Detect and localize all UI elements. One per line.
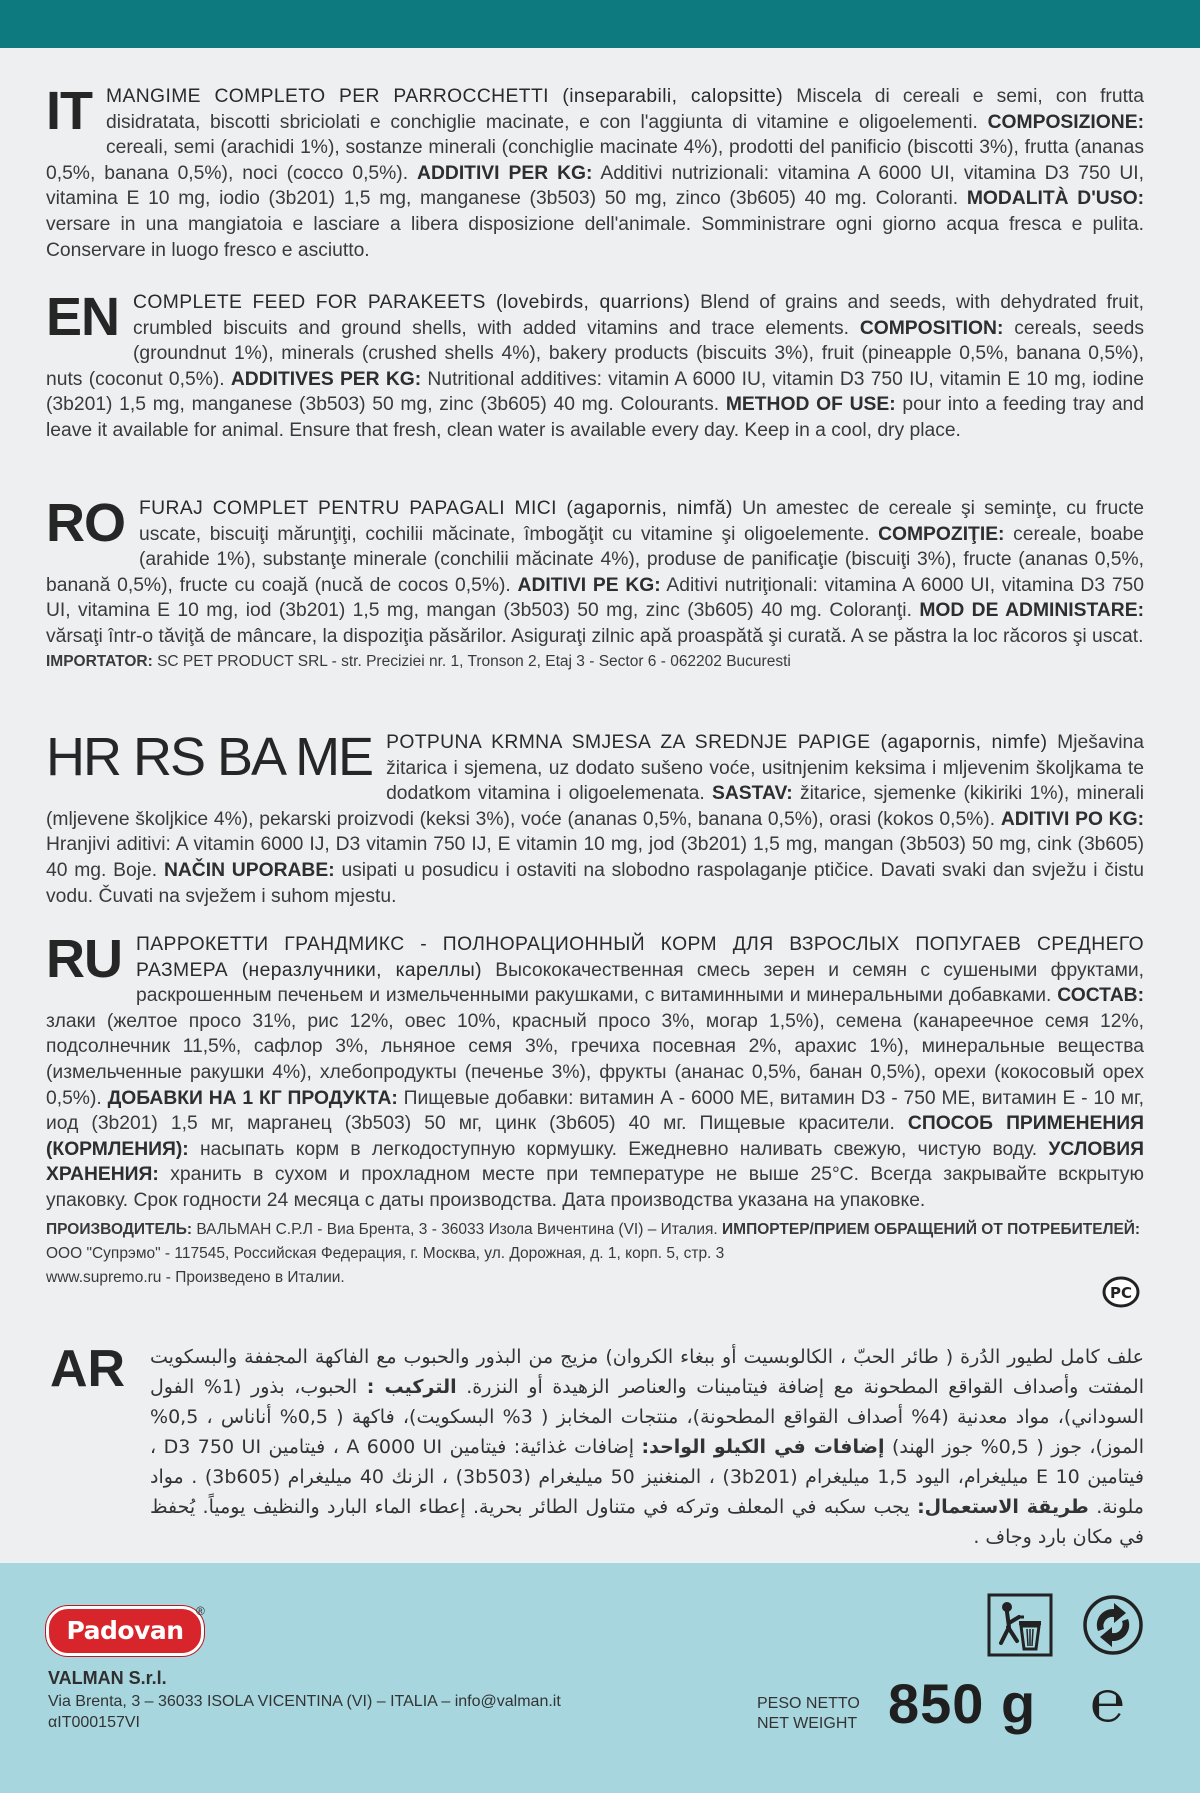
section-ru — [46, 929, 1144, 1290]
eac-certification-icon — [1102, 1276, 1140, 1308]
section-text: علف كامل لطيور الدُرة ( طائر الحبّ ، الكالوبسيت أو ببغاء الكروان) مزيج من البذور والحبوب مع الفاكهة المجففة والبسكويت المفتت وأصداف القواقع المطحونة مع إضافة فيتامينات والعناصر الزهيدة أو النزرة. التركيب : الحبوب، بذور (1% الفول السوداني)، مواد معدنية (4% أصداف القواقع المطحونة)، منتجات المخابز ( 3% البسكويت)، فاكهة ( 0,5% أناناس ، 0,5% الموز)، جوز ( 0,5% جوز الهند) إضافات في الكيلو الواحد: إضافات غذائية: فيتامين A 6000 UI ، فيتامين D3 750 UI ، فيتامين E 10 ميليغرام، اليود 1,5 ميليغرام (3b201) ، المنغنيز 50 ميليغرام (3b503) ، الزنك 40 ميليغرام (3b605) . مواد ملونة. طريقة الاستعمال: يجب سكبه في المعلف وتركه في متناول الطائر بحرية. إعطاء الماء البارد والنظيف يومياً. يُحفظ في مكان بارد وجاف . — [150, 1346, 1144, 1548]
net-weight-label: PESO NETTO NET WEIGHT — [757, 1695, 860, 1732]
section-hr-rs-ba-me — [46, 727, 1145, 909]
language-code: IT — [46, 81, 92, 141]
svg-text:PC: PC — [1109, 1284, 1133, 1302]
section-it — [46, 81, 1145, 263]
lot-code: αIT000157VI — [48, 1714, 140, 1731]
section-text: MANGIME COMPLETO PER PARROCCHETTI (inseparabili, calopsitte) Miscela di cereali e semi, con frutta disidratata, biscotti sbriciolati e conchiglie macinate, e con l'aggiunta di vitamine e oligoelementi. COMPOSIZIONE: cereali, semi (arachidi 1%), sostanze minerali (conchiglie macinate 4%), prodotti del panificio (biscotti 3%), frutta (ananas 0,5%, banana 0,5%), noci (cocco 0,5%). ADDITIVI PER KG: Additivi nutrizionali: vitamina A 6000 UI, vitamina D3 750 UI, vitamina E 10 mg, iodio (3b201) 1,5 mg, manganese (3b503) 50 mg, zinco (3b605) 40 mg. Coloranti. MODALITÀ D'USO: versare in una mangiatoia e lasciare a libera disposizione dell'animale. Somministrare ogni giorno acqua fresca e pulita. Conservare in luogo fresco e asciutto. — [46, 86, 1145, 261]
estimated-sign-icon: ℮ — [1090, 1669, 1125, 1734]
language-code: RU — [46, 929, 122, 989]
website-line: www.supremo.ru - Произведено в Италии. — [46, 1268, 345, 1286]
language-code: RO — [46, 493, 125, 553]
section-en — [46, 287, 1145, 444]
top-teal-strip — [0, 0, 1200, 48]
section-ar — [150, 1342, 1144, 1552]
registered-mark: ® — [196, 1604, 205, 1618]
section-text: ПАРРОКЕТТИ ГРАНДМИКС - ПОЛНОРАЦИОННЫЙ КОРМ ДЛЯ ВЗРОСЛЫХ ПОПУГАЕВ СРЕДНЕГО РАЗМЕРА (неразлучники, кареллы) Высококачественная смесь зерен и семян с сушеными фруктами, раскрошенным печеньем и измельченными ракушками, с витаминными и минеральными добавками. СОСТАВ: злаки (желтое просо 31%, рис 12%, овес 10%, красный просо 3%, могар 1,5%), семена (канареечное семя 12%, подсолнечник 11,5%, сафлор 3%, льняное семя 3%, гречиха посевная 2%, арахис 1%), минеральные вещества (измельченные ракушки 4%), хлебопродукты (печенье 3%), фрукты (ананас 0,5%, банан 0,5%), орехи (кокосовый орех 0,5%). ДОБАВКИ НА 1 КГ ПРОДУКТА: Пищевые добавки: витамин А - 6000 МЕ, витамин D3 - 750 МЕ, витамин Е - 10 мг, иод (3b201) 1,5 мг, марганец (3b503) 50 мг, цинк (3b605) 40 мг. Пищевые красители. СПОСОБ ПРИМЕНЕНИЯ (КОРМЛЕНИЯ): насыпать корм в легкодоступную кормушку. Ежедневно наливать свежую, чистую воду. УСЛОВИЯ ХРАНЕНИЯ: хранить в сухом и прохладном месте при температуре не выше 25°C. Всегда закрывайте вскрытую упаковку. Срок годности 24 месяца с даты производства. Дата производства указана на упаковке. — [46, 934, 1144, 1211]
language-code: EN — [46, 287, 120, 347]
language-code-ar: AR — [50, 1340, 126, 1398]
section-text: POTPUNA KRMNA SMJESA ZA SREDNJE PAPIGE (agapornis, nimfe) Mješavina žitarica i sjemena, uz dodato sušeno voće, usitnjenim keksima i mljevenim školjkama te dodatkom vitamina i oligoelemenata. SASTAV: žitarice, sjemenke (kikiriki 1%), minerali (mljevene školjkice 4%), pekarski proizvodi (keksi 3%), voće (ananas 0,5%, banana 0,5%), orasi (kokos 0,5%). ADITIVI PO KG: Hranjivi aditivi: A vitamin 6000 IJ, D3 vitamin 750 IJ, E vitamin 10 mg, jod (3b201) 1,5 mg, mangan (3b503) 50 mg, cink (3b605) 40 mg. Boje. NAČIN UPORABE: usipati u posudicu i ostaviti na slobodno raspolaganje ptičice. Davati svaki dan svježu i čistu vodu. Čuvati na svježem i suhom mjestu. — [46, 732, 1145, 907]
importer-line: IMPORTATOR: SC PET PRODUCT SRL - str. Preciziei nr. 1, Tronson 2, Etaj 3 - Sector 6 - 062202 Bucuresti — [46, 652, 791, 670]
section-text: COMPLETE FEED FOR PARAKEETS (lovebirds, quarrions) Blend of grains and seeds, with dehydrated fruit, crumbled biscuits and ground shells, with added vitamins and trace elements. COMPOSITION: cereals, seeds (groundnut 1%), minerals (crushed shells 4%), bakery products (biscuits 3%), fruit (pineapple 0,5%, banana 0,5%), nuts (coconut 0,5%). ADDITIVES PER KG: Nutritional additives: vitamin A 6000 IU, vitamin D3 750 IU, vitamin E 10 mg, iodine (3b201) 1,5 mg, manganese (3b503) 50 mg, zinc (3b605) 40 mg. Colourants. METHOD OF USE: pour into a feeding tray and leave it available for animal. Ensure that fresh, clean water is available every day. Keep in a cool, dry place. — [46, 292, 1145, 441]
company-name: VALMAN S.r.l. — [48, 1668, 167, 1688]
net-weight-value: 850 g — [888, 1672, 1037, 1735]
language-code: HR RS BA ME — [46, 727, 373, 787]
recycle-icon — [1080, 1593, 1146, 1657]
padovan-logo: Padovan — [46, 1606, 204, 1656]
company-address: Via Brenta, 3 – 36033 ISOLA VICENTINA (VI) – ITALIA – info@valman.it — [48, 1693, 561, 1710]
section-ro — [46, 493, 1145, 674]
tidyman-bin-icon — [987, 1593, 1053, 1657]
manufacturer-line: ПРОИЗВОДИТЕЛЬ: ВАЛЬМАН С.Р.Л - Виа Брента, 3 - 36033 Изола Вичентина (VI) – Италия. ИМПОРТЕР/ПРИЕМ ОБРАЩЕНИЙ ОТ ПОТРЕБИТЕЛЕЙ: ООО "Супрэмо" - 117545, Российская Федерация, г. Москва, ул. Дорожная, д. 1, корп. 5, стр. 3 — [46, 1220, 1141, 1262]
section-text: FURAJ COMPLET PENTRU PAPAGALI MICI (agapornis, nimfă) Un amestec de cereale şi seminţe, cu fructe uscate, biscuiţi mărunţiţi, cochilii măcinate, îmbogăţit cu vitamine şi oligoelemente. COMPOZIŢIE: cereale, boabe (arahide 1%), substanţe minerale (conchilii măcinate 4%), produse de panificaţie (biscuiţi 3%), fructe (ananas 0,5%, banană 0,5%), fructe cu coajă (nucă de cocos 0,5%). ADITIVI PE KG: Aditivi nutriţionali: vitamina A 6000 UI, vitamina D3 750 UI, vitamina E 10 mg, iod (3b201) 1,5 mg, mangan (3b503) 50 mg, zinc (3b605) 40 mg. Coloranţi. MOD DE ADMINISTARE: vărsaţi într-o tăviţă de mâncare, la dispoziţia păsărilor. Asiguraţi zilnic apă proaspătă şi curată. A se păstra la loc răcoros şi uscat. — [46, 498, 1145, 647]
